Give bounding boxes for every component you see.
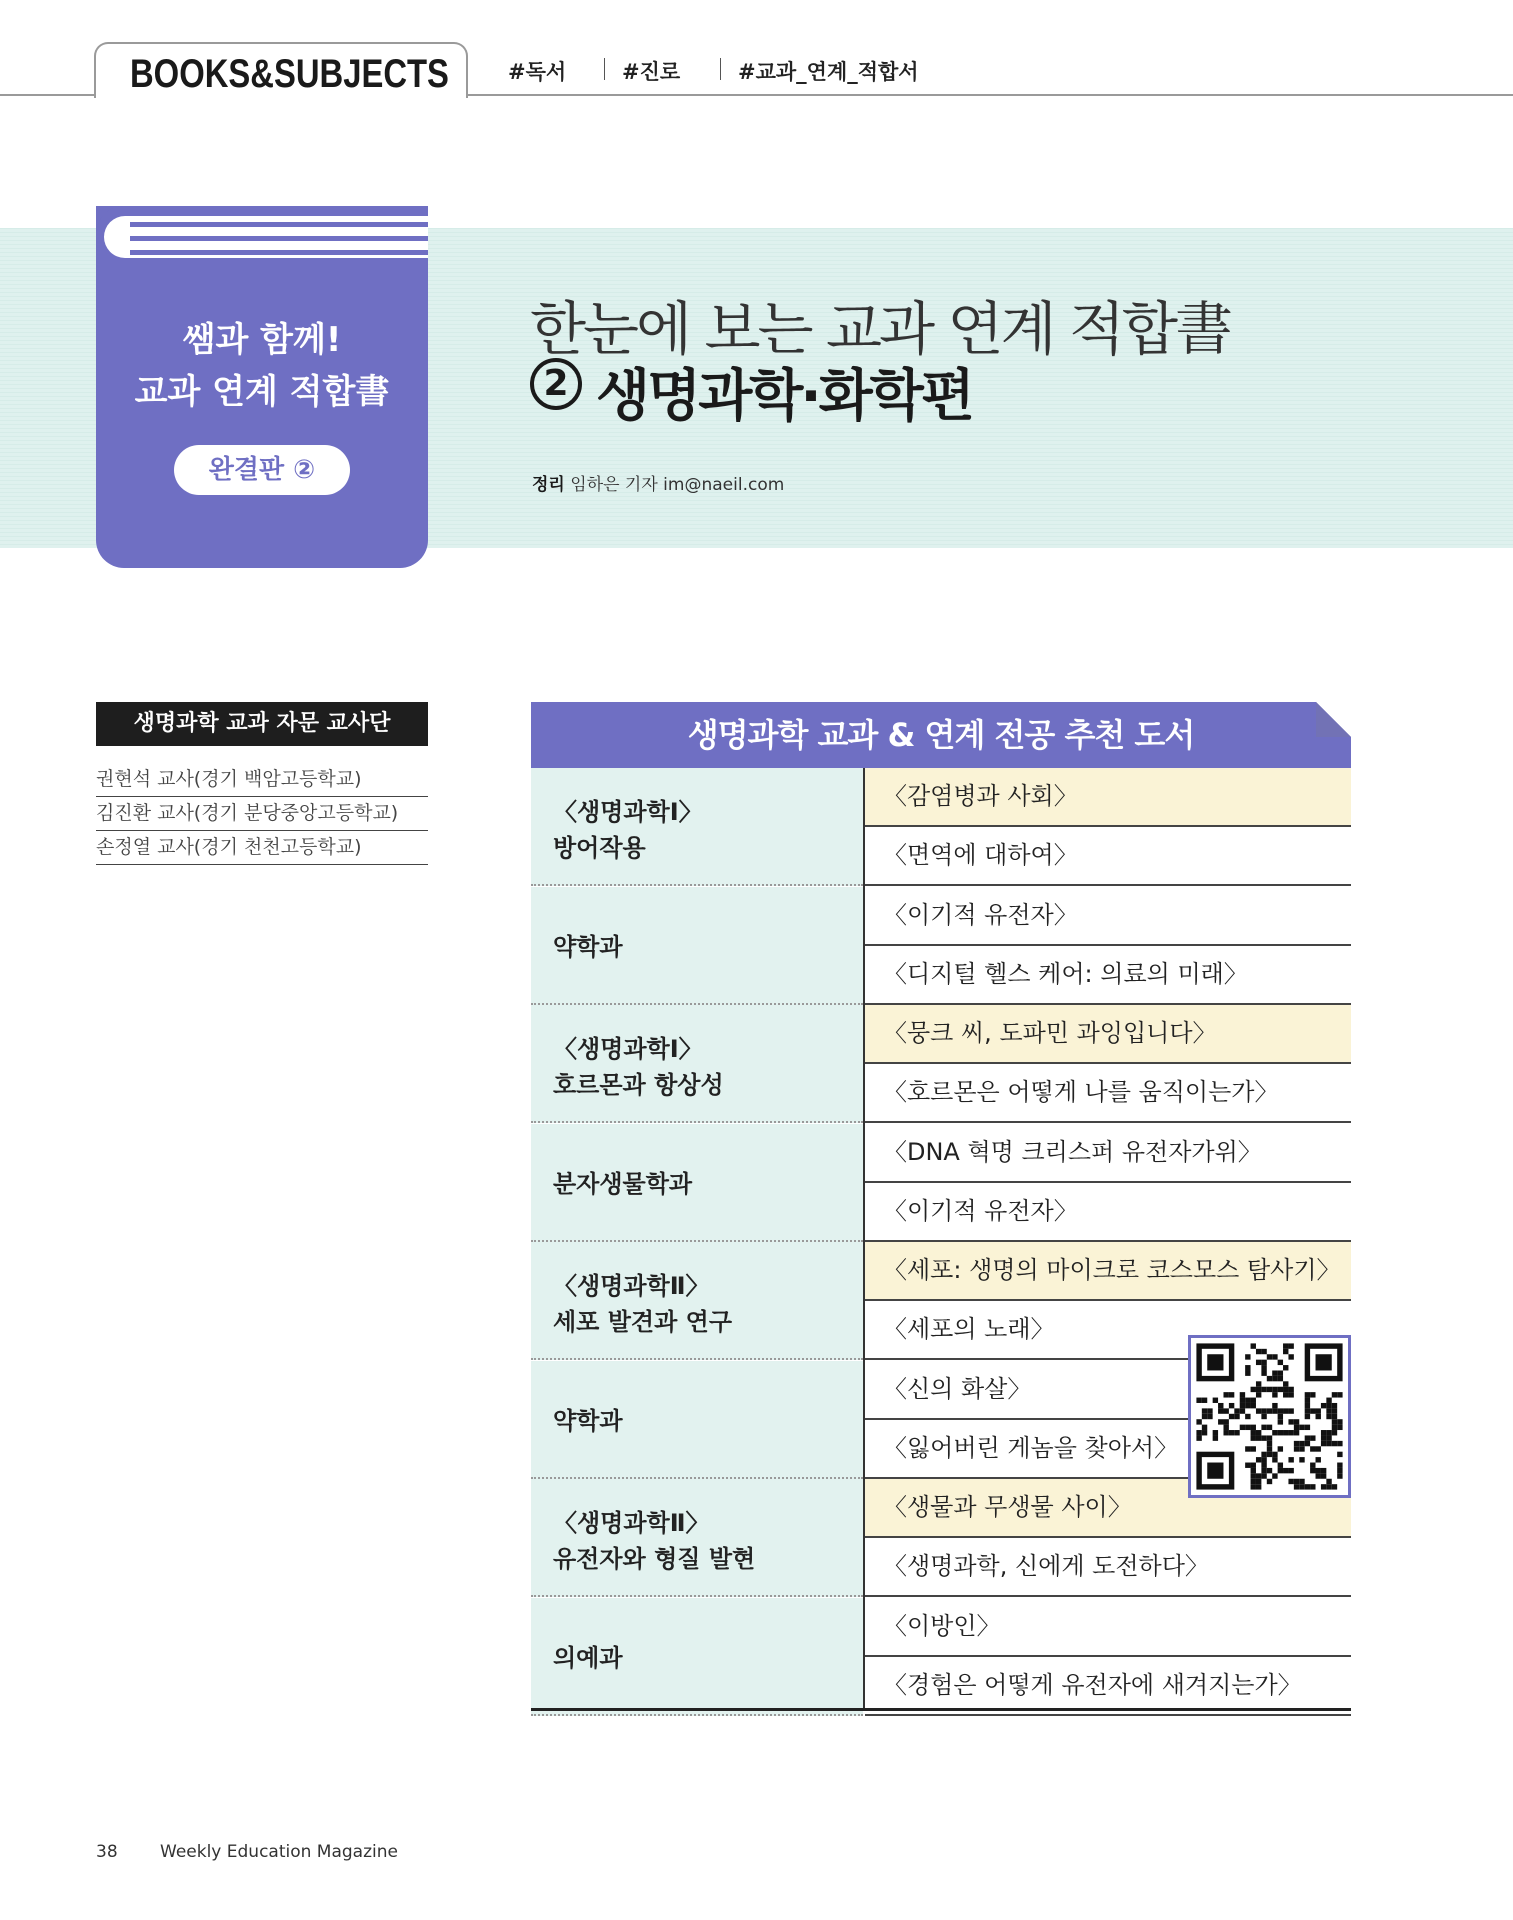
byline-text: 임하은 기자 im@naeil.com [570, 475, 785, 495]
sub-title: 생명과학·화학편 [596, 364, 972, 429]
subject-line1: 약학과 [553, 1406, 623, 1435]
book-title-cell: 〈생물과 무생물 사이〉 [865, 1479, 1351, 1538]
page-number: 38 [96, 1842, 118, 1862]
subject-cell [531, 1361, 863, 1479]
book-title-cell: 〈세포: 생명의 마이크로 코스모스 탐사기〉 [865, 1242, 1351, 1301]
advisory-member: 손정열 교사(경기 천천고등학교) [96, 831, 428, 865]
table-heading: 생명과학 교과 & 연계 전공 추천 도서 [531, 702, 1351, 768]
book-title-cell: 〈생명과학, 신에게 도전하다〉 [865, 1538, 1351, 1597]
table-bottom-rule [531, 1708, 1351, 1711]
edition-pill: 완결판 ② [174, 445, 350, 495]
tag-separator [720, 58, 721, 80]
page-title: 한눈에 보는 교과 연계 적합書 [530, 295, 1231, 363]
section-label: BOOKS&SUBJECTS [130, 52, 449, 96]
advisory-heading: 생명과학 교과 자문 교사단 [96, 702, 428, 746]
subject-line1: 〈생명과학Ⅰ〉 [553, 798, 703, 826]
book-page-line [130, 250, 428, 255]
subject-cell [531, 1124, 863, 1242]
book-title-cell: 〈경험은 어떻게 유전자에 새겨지는가〉 [865, 1657, 1351, 1716]
tag-reading[interactable]: #독서 [508, 60, 567, 84]
subject-line2: 호르몬과 항상성 [553, 1071, 724, 1099]
subject-cell [531, 1242, 863, 1360]
circled-number: 2 [530, 358, 582, 410]
advisory-member: 김진환 교사(경기 분당중앙고등학교) [96, 797, 428, 831]
tag-subject-books[interactable]: #교과_연계_적합서 [738, 60, 919, 84]
byline [532, 470, 784, 495]
header-rule-right [464, 94, 1513, 96]
advisory-member: 권현석 교사(경기 백암고등학교) [96, 763, 428, 797]
subject-line2: 방어작용 [553, 834, 646, 862]
subject-line1: 의예과 [553, 1643, 623, 1672]
magazine-name: Weekly Education Magazine [160, 1842, 398, 1862]
header-rule-left [0, 94, 95, 96]
page-fold-icon [1316, 702, 1351, 737]
footer [96, 1842, 398, 1862]
book-title-cell: 〈신의 화살〉 [865, 1361, 1351, 1420]
subject-line1: 약학과 [553, 932, 623, 961]
subject-cell [531, 768, 863, 886]
book-title-line2: 교과 연계 적합書 [134, 372, 390, 412]
byline-label: 정리 [532, 475, 565, 495]
tag-career[interactable]: #진로 [622, 60, 681, 84]
book-title-cell: 〈이기적 유전자〉 [865, 887, 1351, 946]
subject-line1: 〈생명과학Ⅰ〉 [553, 1035, 703, 1063]
book-page-line [130, 236, 428, 241]
subject-line1: 〈생명과학Ⅱ〉 [553, 1272, 710, 1300]
subject-line2: 유전자와 형질 발현 [553, 1545, 756, 1573]
book-title-cell: 〈DNA 혁명 크리스퍼 유전자가위〉 [865, 1124, 1351, 1183]
table-column-divider [863, 768, 865, 1710]
subject-cell [531, 887, 863, 1005]
tag-separator [604, 58, 605, 80]
subject-cell [531, 1005, 863, 1123]
book-title-cell: 〈이방인〉 [865, 1598, 1351, 1657]
subject-cell [531, 1479, 863, 1597]
book-title-cell: 〈감염병과 사회〉 [865, 768, 1351, 827]
subject-cell [531, 1598, 863, 1716]
subject-line1: 분자생물학과 [553, 1169, 693, 1198]
book-page-line [130, 222, 428, 227]
book-title-cell: 〈이기적 유전자〉 [865, 1183, 1351, 1242]
qr-code-icon[interactable] [1188, 1335, 1351, 1498]
book-title-cell: 〈세포의 노래〉 [865, 1301, 1351, 1360]
book-title-cell: 〈면역에 대하여〉 [865, 827, 1351, 886]
book-title-cell: 〈호르몬은 어떻게 나를 움직이는가〉 [865, 1064, 1351, 1123]
book-title-line1: 쌤과 함께! [182, 320, 342, 360]
book-title-cell: 〈디지털 헬스 케어: 의료의 미래〉 [865, 946, 1351, 1005]
book-title-cell: 〈뭉크 씨, 도파민 과잉입니다〉 [865, 1005, 1351, 1064]
book-title-cell: 〈잃어버린 게놈을 찾아서〉 [865, 1420, 1351, 1479]
subject-line2: 세포 발견과 연구 [553, 1308, 732, 1336]
subject-line1: 〈생명과학Ⅱ〉 [553, 1509, 710, 1537]
